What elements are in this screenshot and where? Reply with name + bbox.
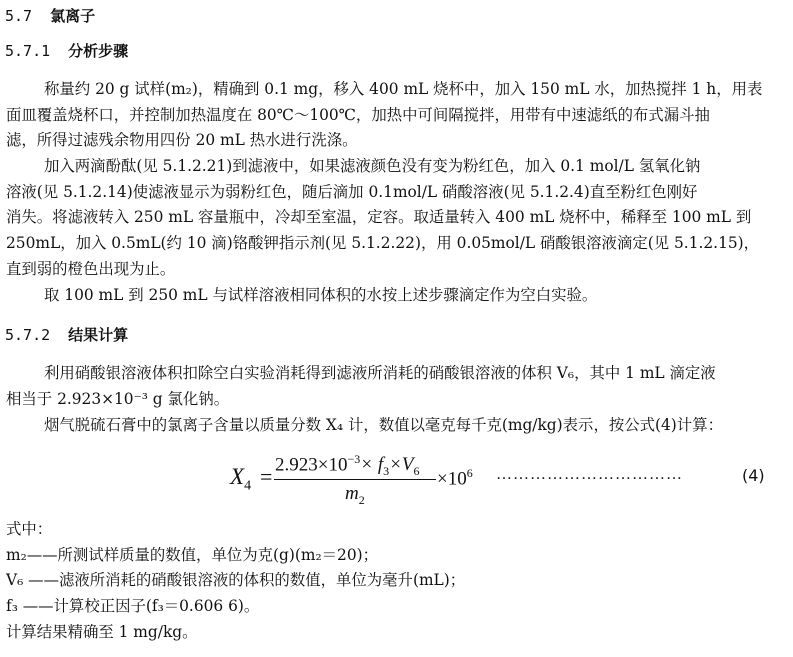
section-title: 氯离子 xyxy=(50,7,96,25)
paragraph-line: 面皿覆盖烧杯口，并控制加热温度在 80℃～100℃，加热中可间隔搅拌，用带有中速滤纸的布式漏斗抽 xyxy=(6,106,710,124)
precision-note: 计算结果精确至 1 mg/kg。 xyxy=(6,623,198,641)
paragraph-line: 相当于 2.923×10⁻³ g 氯化钠。 xyxy=(6,390,230,408)
formula-denominator: $m_2$ xyxy=(345,483,365,507)
paragraph-line: 消失。将滤液转入 250 mL 容量瓶中，冷却至室温，定容。取适量转入 400 mL 烧杯中，稀释至 100 mL 到 xyxy=(6,208,752,226)
where-label: 式中： xyxy=(6,520,53,538)
paragraph-line: 250mL，加入 0.5mL(约 10 滴)铬酸钾指示剂(见 5.1.2.22)，用 0.05mol/L 硝酸银溶液滴定(见 5.1.2.15)， xyxy=(6,234,760,252)
paragraph-line: 称量约 20 g 试样(m₂)，精确到 0.1 mg，移入 400 mL 烧杯中，加入 150 mL 水，加热搅拌 1 h，用表 xyxy=(44,80,763,98)
subsection-title: 结果计算 xyxy=(68,326,129,344)
definition-line: f₃ ——计算校正因子(f₃＝0.606 6)。 xyxy=(6,597,260,615)
formula-lhs: $X_4$ xyxy=(230,464,252,494)
formula-numerator: $2.923\times 10^{-3}\times f_3\times V_6$ xyxy=(275,452,420,479)
paragraph-line: 取 100 mL 到 250 mL 与试样溶液相同体积的水按上述步骤滴定作为空白实验。 xyxy=(44,286,598,304)
formula-leader-dots: …………………………… xyxy=(496,466,683,483)
subsection-title: 分析步骤 xyxy=(68,42,129,60)
paragraph-line: 溶液(见 5.1.2.14)使滤液显示为弱粉红色，随后滴加 0.1mol/L 硝酸溶液(见 5.1.2.4)直至粉红色刚好 xyxy=(6,183,698,201)
paragraph-line: 直到弱的橙色出现为止。 xyxy=(6,260,176,278)
formula-multiplier: $\times 10^6$ xyxy=(437,466,473,490)
subsection-number: 5.7.2 xyxy=(5,326,51,344)
fraction-bar xyxy=(274,479,436,480)
subsection-heading-calculation xyxy=(5,324,128,345)
section-heading xyxy=(5,5,95,26)
subsection-heading-analysis xyxy=(5,40,128,61)
formula-number: (4) xyxy=(742,466,765,485)
definition-line: m₂——所测试样质量的数值，单位为克(g)(m₂＝20)； xyxy=(6,546,379,564)
paragraph-line: 滤，所得过滤残余物用四份 20 mL 热水进行洗涤。 xyxy=(6,131,358,149)
paragraph-line: 加入两滴酚酞(见 5.1.2.21)到滤液中，如果滤液颜色没有变为粉红色，加入 0.1 mol/L 氢氧化钠 xyxy=(44,157,701,175)
paragraph-line: 利用硝酸银溶液体积扣除空白实验消耗得到滤液所消耗的硝酸银溶液的体积 V₆，其中 1 mL 滴定液 xyxy=(44,364,716,382)
formula-equals: = xyxy=(260,464,273,489)
subsection-number: 5.7.1 xyxy=(5,42,51,60)
formula-4 xyxy=(0,452,793,508)
paragraph-line: 烟气脱硫石膏中的氯离子含量以质量分数 X₄ 计，数值以毫克每千克(mg/kg)表示，按公式(4)计算： xyxy=(44,416,723,434)
section-number: 5.7 xyxy=(5,7,33,25)
definition-line: V₆ ——滤液所消耗的硝酸银溶液的体积的数值，单位为毫升(mL)； xyxy=(6,571,466,589)
